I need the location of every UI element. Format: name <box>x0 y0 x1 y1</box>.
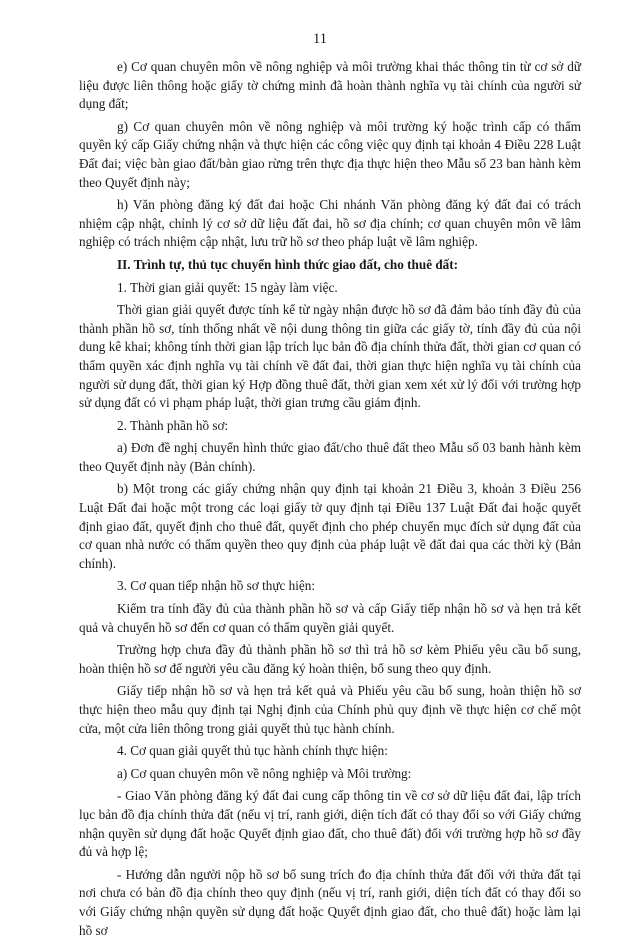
paragraph-h: h) Văn phòng đăng ký đất đai hoặc Chi nhánh Văn phòng đăng ký đất đai có trách nhiệm cập nhật, chỉnh lý cơ sở dữ liệu đất đai, hồ sơ địa chính; cơ quan chuyên môn về lâm nghiệp có trách nhiệm cập nhật, lưu trữ hồ sơ theo pháp luật về lâm nghiệp. <box>79 197 581 250</box>
paragraph-e: e) Cơ quan chuyên môn về nông nghiệp và môi trường khai thác thông tin từ cơ sở dữ liệu được liên thông hoặc giấy tờ chứng minh đã hoàn thành nghĩa vụ tài chính của người sử dụng đất; <box>79 59 581 112</box>
dossier-item-b: b) Một trong các giấy chứng nhận quy định tại khoản 21 Điều 3, khoản 3 Điều 256 Luật Đất đai hoặc một trong các loại giấy tờ quy định tại Điều 137 Luật Đất đai hoặc quyết định giao đất, quyết định cho thuê đất, quyết định cho phép chuyển mục đích sử dụng đất của cơ quan nhà nước có thẩm quyền theo quy định của pháp luật về đất đai qua các thời kỳ (Bản chính). <box>79 481 581 571</box>
dossier-item-a: a) Đơn đề nghị chuyển hình thức giao đất/cho thuê đất theo Mẫu số 03 banh hành kèm theo Quyết định này (Bản chính). <box>79 440 581 474</box>
dossier-heading: 2. Thành phần hồ sơ: <box>117 417 229 433</box>
receiving-step-3: Giấy tiếp nhận hồ sơ và hẹn trả kết quả và Phiếu yêu cầu bổ sung, hoàn thiện hồ sơ thực hiện theo mẫu quy định tại Nghị định của Chính phủ quy định về thực hiện cơ chế một cửa, một cửa liên thông trong giải quyết thủ tục hành chính. <box>79 683 581 736</box>
resolving-step-2: - Hướng dẫn người nộp hồ sơ bổ sung trích đo địa chính thửa đất đối với thửa đất tại nơi chưa có bản đồ địa chính theo quy định (nếu vị trí, ranh giới, diện tích đất có thay đổi so với Giấy chứng nhận quyền sử dụng đất hoặc Quyết định giao đất, cho thuê đất) hoặc làm lại hồ sơ <box>79 866 581 938</box>
processing-time-detail: Thời gian giải quyết được tính kể từ ngày nhận được hồ sơ đã đảm bảo tính đầy đủ của thành phần hồ sơ, tính thống nhất về nội dung thông tin giữa các giấy tờ, tính đầy đủ của nội dung kê khai; không tính thời gian lập trích lục bản đồ địa chính thửa đất, thời gian cơ quan có thẩm quyền xác định nghĩa vụ tài chính về đất đai, thời gian thực hiện nghĩa vụ tài chính của người sử dụng đất, thời gian ký Hợp đồng thuê đất, thời gian xem xét xử lý đối với trường hợp sử dụng đất có vi phạm pháp luật, thời gian trưng cầu giám định. <box>79 302 581 411</box>
document-body <box>79 58 581 944</box>
section-heading: II. Trình tự, thủ tục chuyển hình thức giao đất, cho thuê đất: <box>117 256 459 272</box>
paragraph-g: g) Cơ quan chuyên môn về nông nghiệp và môi trường ký hoặc trình cấp có thẩm quyền ký cấp Giấy chứng nhận và thực hiện các công việc quy định tại khoản 4 Điều 228 Luật Đất đai; việc bàn giao đất/bàn giao rừng trên thực địa thực hiện theo Mẫu số 23 ban hành kèm theo Quyết định này; <box>79 118 581 190</box>
resolving-step-1: - Giao Văn phòng đăng ký đất đai cung cấp thông tin về cơ sở dữ liệu đất đai, lập trích lục bản đồ địa chính thửa đất (nếu vị trí, ranh giới, diện tích đất có thay đổi so với Giấy chứng nhận quyền sử dụng đất hoặc Quyết định giao đất, cho thuê đất) đối với trường hợp hồ sơ đầy đủ và hợp lệ; <box>79 788 581 860</box>
receiving-agency-heading: 3. Cơ quan tiếp nhận hồ sơ thực hiện: <box>117 578 315 594</box>
resolving-agency-heading: 4. Cơ quan giải quyết thủ tục hành chính thực hiện: <box>117 743 388 759</box>
resolving-agency-a: a) Cơ quan chuyên môn về nông nghiệp và Môi trường: <box>117 765 412 781</box>
processing-time: 1. Thời gian giải quyết: 15 ngày làm việc. <box>117 279 338 295</box>
page-number: 11 <box>313 31 327 47</box>
receiving-step-2: Trường hợp chưa đầy đủ thành phần hồ sơ thì trả hồ sơ kèm Phiếu yêu cầu bổ sung, hoàn thiện hồ sơ để người yêu cầu đăng ký hoàn thiện, bổ sung theo quy định. <box>79 642 581 676</box>
receiving-step-1: Kiểm tra tính đầy đủ của thành phần hồ sơ và cấp Giấy tiếp nhận hồ sơ và hẹn trả kết quả và chuyển hồ sơ đến cơ quan có thẩm quyền giải quyết. <box>79 601 581 635</box>
